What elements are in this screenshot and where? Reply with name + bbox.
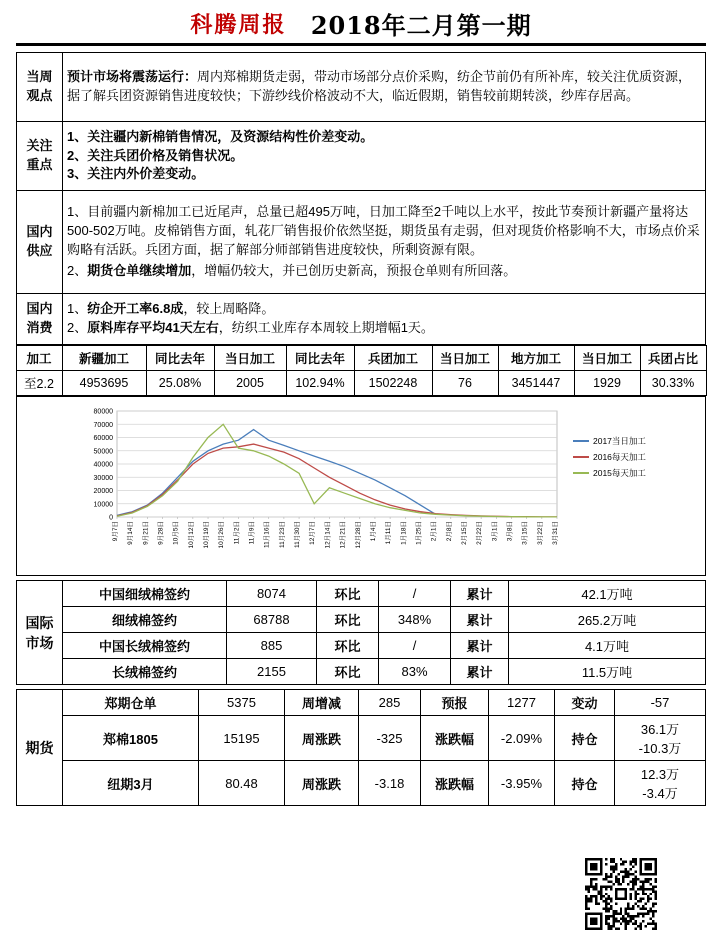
svg-text:9月7日: 9月7日 — [112, 521, 119, 542]
international-k1-2: 环比 — [317, 633, 379, 659]
futures-row — [17, 690, 706, 716]
international-row — [17, 633, 706, 659]
futures-k2-2: 涨跌幅 — [421, 761, 489, 806]
futures-row — [17, 761, 706, 806]
international-table — [16, 580, 706, 685]
svg-text:11月16日: 11月16日 — [263, 521, 271, 548]
processing-value-row — [16, 371, 706, 396]
svg-text:11月23日: 11月23日 — [278, 521, 286, 548]
processing-table — [16, 345, 707, 396]
domestic-supply-p2 — [67, 262, 701, 281]
focus-item-1: 1、关注疆内新棉销售情况，及资源结构性价差变动。 — [67, 128, 374, 144]
futures-row — [17, 716, 706, 761]
svg-text:10月19日: 10月19日 — [203, 521, 211, 549]
svg-text:40000: 40000 — [93, 461, 113, 469]
international-k1-3: 环比 — [317, 659, 379, 685]
label-focus-line2: 重点 — [26, 157, 53, 172]
report-main-table — [16, 52, 706, 345]
qr-code-icon — [566, 858, 676, 930]
svg-text:10000: 10000 — [93, 501, 113, 509]
international-value-3: 2155 — [227, 659, 317, 685]
processing-header-8: 兵团占比 — [640, 346, 706, 371]
row-weekly-view — [17, 53, 706, 122]
processing-header-4: 兵团加工 — [354, 346, 432, 371]
international-value-0: 8074 — [227, 581, 317, 607]
row-focus — [17, 122, 706, 191]
label-domestic-supply-line2: 供应 — [26, 243, 53, 258]
futures-v2-0: 1277 — [489, 690, 555, 716]
svg-text:10月26日: 10月26日 — [218, 521, 226, 549]
svg-text:3月31日: 3月31日 — [552, 521, 559, 545]
svg-text:2017当日加工: 2017当日加工 — [593, 436, 646, 447]
focus-list — [63, 122, 706, 191]
processing-value-4: 1502248 — [354, 371, 432, 396]
domestic-supply-p2-bold: 期货仓单继续增加 — [87, 263, 192, 279]
label-futures: 期货 — [17, 690, 63, 806]
international-row — [17, 659, 706, 685]
svg-text:11月9日: 11月9日 — [248, 521, 256, 545]
futures-k1-1: 周涨跌 — [285, 716, 359, 761]
svg-text:12月7日: 12月7日 — [309, 521, 317, 545]
processing-value-6: 3451447 — [498, 371, 574, 396]
svg-text:1月18日: 1月18日 — [400, 521, 408, 545]
label-domestic-consumption — [17, 294, 63, 345]
futures-table — [16, 689, 706, 806]
processing-row-label: 至2.2 — [16, 371, 62, 396]
svg-text:10月5日: 10月5日 — [172, 521, 180, 545]
processing-value-1: 25.08% — [146, 371, 214, 396]
weekly-view-lead: 预计市场将震荡运行： — [67, 69, 198, 85]
dc-p2-post: ，纺织工业库存本周较上期增幅1天。 — [218, 320, 434, 335]
label-domestic-consumption-line2: 消费 — [26, 320, 53, 335]
futures-k3-2: 持仓 — [555, 761, 615, 806]
processing-header-1: 同比去年 — [146, 346, 214, 371]
futures-v3-2 — [615, 761, 706, 806]
futures-k2-1: 涨跌幅 — [421, 716, 489, 761]
label-focus-line1: 关注 — [26, 138, 53, 154]
svg-text:12月14日: 12月14日 — [324, 521, 332, 549]
svg-text:1月11日: 1月11日 — [385, 521, 393, 545]
svg-text:3月22日: 3月22日 — [536, 521, 544, 545]
futures-k1-2: 周涨跌 — [285, 761, 359, 806]
svg-text:3月8日: 3月8日 — [506, 521, 514, 542]
international-value-1: 68788 — [227, 607, 317, 633]
chart-container — [16, 396, 706, 576]
processing-value-8: 30.33% — [640, 371, 706, 396]
futures-v1-2: -3.18 — [359, 761, 421, 806]
dc-p1-bold: 纺企开工率6.8成 — [87, 301, 184, 317]
svg-text:50000: 50000 — [93, 448, 113, 456]
svg-text:70000: 70000 — [93, 421, 113, 429]
processing-header-0: 新疆加工 — [62, 346, 146, 371]
weekly-view-text — [63, 53, 706, 122]
international-v1-1: 348% — [379, 607, 451, 633]
svg-text:30000: 30000 — [93, 474, 113, 482]
processing-value-7: 1929 — [574, 371, 640, 396]
weekly-view-body: 周内郑棉期货走弱，带动市场部分点价采购，纺企节前仍有所补库，较关注优质资源，据了解兵团资源销售进度较快；下游纱线价格波动不大，临近假期，销售较前期转淡，纱库存居高。 — [67, 69, 692, 103]
qr-code-area — [566, 858, 676, 930]
svg-text:12月21日: 12月21日 — [339, 521, 347, 549]
label-international — [17, 581, 63, 685]
dc-p1-post: ，较上周略降。 — [183, 301, 275, 317]
label-domestic-consumption-line1: 国内 — [26, 301, 53, 317]
international-row — [17, 607, 706, 633]
svg-text:11月30日: 11月30日 — [294, 521, 302, 548]
svg-text:1月25日: 1月25日 — [415, 521, 423, 545]
svg-text:3月1日: 3月1日 — [491, 521, 499, 542]
dc-p2-pre: 2、 — [67, 320, 88, 335]
svg-text:80000: 80000 — [93, 408, 113, 416]
international-k2-3: 累计 — [451, 659, 509, 685]
processing-value-5: 76 — [432, 371, 498, 396]
futures-v2-1: -2.09% — [489, 716, 555, 761]
label-international-line2: 市场 — [25, 634, 54, 651]
processing-header-5: 当日加工 — [432, 346, 498, 371]
svg-text:2月1日: 2月1日 — [430, 521, 438, 542]
international-name-1: 细绒棉签约 — [63, 607, 227, 633]
futures-v3-0: -57 — [615, 690, 706, 716]
report-title-left: 科腾周报 — [190, 12, 287, 38]
svg-text:2月15日: 2月15日 — [460, 521, 468, 545]
futures-v3-2-line1: 12.3万 — [640, 767, 680, 782]
processing-header-6: 地方加工 — [498, 346, 574, 371]
label-focus — [17, 122, 63, 191]
svg-text:9月14日: 9月14日 — [127, 521, 135, 545]
processing-header-3: 同比去年 — [286, 346, 354, 371]
svg-text:2015每天加工: 2015每天加工 — [593, 468, 646, 479]
svg-text:9月28日: 9月28日 — [157, 521, 165, 545]
row-domestic-supply — [17, 191, 706, 294]
international-value-2: 885 — [227, 633, 317, 659]
report-title-bar — [16, 6, 706, 46]
international-row — [17, 581, 706, 607]
report-title-right: 2018年二月第一期 — [310, 11, 532, 40]
svg-text:20000: 20000 — [93, 488, 113, 496]
futures-k1-0: 周增减 — [285, 690, 359, 716]
processing-value-2: 2005 — [214, 371, 286, 396]
processing-value-0: 4953695 — [62, 371, 146, 396]
international-k1-1: 环比 — [317, 607, 379, 633]
dc-p2-bold: 原料库存平均41天左右 — [87, 320, 219, 335]
futures-name-2: 纽期3月 — [63, 761, 199, 806]
international-v1-2: / — [379, 633, 451, 659]
international-k2-2: 累计 — [451, 633, 509, 659]
international-name-3: 长绒棉签约 — [63, 659, 227, 685]
processing-header-2: 当日加工 — [214, 346, 286, 371]
label-weekly-view — [17, 53, 63, 122]
futures-v2-2: -3.95% — [489, 761, 555, 806]
svg-text:11月2日: 11月2日 — [233, 521, 241, 545]
futures-v3-1-line1: 36.1万 — [640, 722, 680, 737]
domestic-supply-p2-pre: 2、 — [67, 263, 88, 279]
futures-name-1: 郑棉1805 — [63, 716, 199, 761]
futures-v1-1: -325 — [359, 716, 421, 761]
international-v1-0: / — [379, 581, 451, 607]
svg-text:1月4日: 1月4日 — [369, 521, 377, 542]
label-domestic-supply — [17, 191, 63, 294]
futures-v1-0: 285 — [359, 690, 421, 716]
svg-text:3月15日: 3月15日 — [521, 521, 529, 545]
domestic-supply-p2-post: ，增幅仍较大，并已创历史新高，预报仓单则有所回落。 — [191, 263, 517, 279]
daily-processing-chart — [17, 396, 705, 575]
svg-text:10月12日: 10月12日 — [187, 521, 195, 549]
futures-k3-1: 持仓 — [555, 716, 615, 761]
domestic-supply-text — [63, 191, 706, 294]
processing-header-7: 当日加工 — [574, 346, 640, 371]
international-v2-0: 42.1万吨 — [509, 581, 706, 607]
processing-label: 加工 — [16, 346, 62, 371]
international-v2-3: 11.5万吨 — [509, 659, 706, 685]
domestic-consumption-text — [63, 294, 706, 345]
label-weekly-view-line2: 观点 — [26, 88, 53, 103]
domestic-consumption-p1 — [67, 300, 701, 319]
svg-text:2月22日: 2月22日 — [476, 521, 484, 545]
international-name-0: 中国细绒棉签约 — [63, 581, 227, 607]
futures-v3-2-line2: -3.4万 — [642, 786, 678, 801]
svg-text:2月8日: 2月8日 — [445, 521, 453, 542]
label-international-line1: 国际 — [25, 614, 54, 631]
domestic-supply-p1: 1、目前疆内新棉加工已近尾声，总量已超495万吨，日加工降至2千吨以上水平，按此节奏预计新疆产量将达500-502万吨。皮棉销售方面，轧花厂销售报价依然坚挺，期货虽有走弱，但对现货价格影响不大，市场点价采购略有活跃。兵团方面，据了解部分师部销售进度较快，所剩资源有限。 — [67, 203, 700, 257]
chart-svg — [17, 397, 707, 575]
report-page — [0, 6, 722, 944]
futures-v3-1-line2: -10.3万 — [638, 741, 682, 756]
focus-item-3: 3、关注内外价差变动。 — [67, 166, 205, 182]
futures-value-0: 5375 — [199, 690, 285, 716]
domestic-consumption-p2 — [67, 319, 701, 338]
futures-k2-0: 预报 — [421, 690, 489, 716]
futures-k3-0: 变动 — [555, 690, 615, 716]
futures-value-1: 15195 — [199, 716, 285, 761]
svg-text:0: 0 — [109, 514, 113, 522]
futures-name-0: 郑期仓单 — [63, 690, 199, 716]
international-k2-0: 累计 — [451, 581, 509, 607]
label-domestic-supply-line1: 国内 — [26, 224, 53, 240]
label-weekly-view-line1: 当周 — [26, 69, 53, 85]
svg-text:60000: 60000 — [93, 435, 113, 443]
svg-text:12月28日: 12月28日 — [354, 521, 362, 549]
international-k1-0: 环比 — [317, 581, 379, 607]
processing-value-3: 102.94% — [286, 371, 354, 396]
international-k2-1: 累计 — [451, 607, 509, 633]
svg-text:9月21日: 9月21日 — [142, 521, 150, 545]
processing-header-row — [16, 346, 706, 371]
futures-value-2: 80.48 — [199, 761, 285, 806]
international-v2-2: 4.1万吨 — [509, 633, 706, 659]
focus-item-2: 2、关注兵团价格及销售状况。 — [67, 147, 244, 163]
row-domestic-consumption — [17, 294, 706, 345]
dc-p1-pre: 1、 — [67, 301, 88, 317]
svg-text:2016每天加工: 2016每天加工 — [593, 452, 646, 463]
international-v1-3: 83% — [379, 659, 451, 685]
international-name-2: 中国长绒棉签约 — [63, 633, 227, 659]
futures-v3-1 — [615, 716, 706, 761]
international-v2-1: 265.2万吨 — [509, 607, 706, 633]
